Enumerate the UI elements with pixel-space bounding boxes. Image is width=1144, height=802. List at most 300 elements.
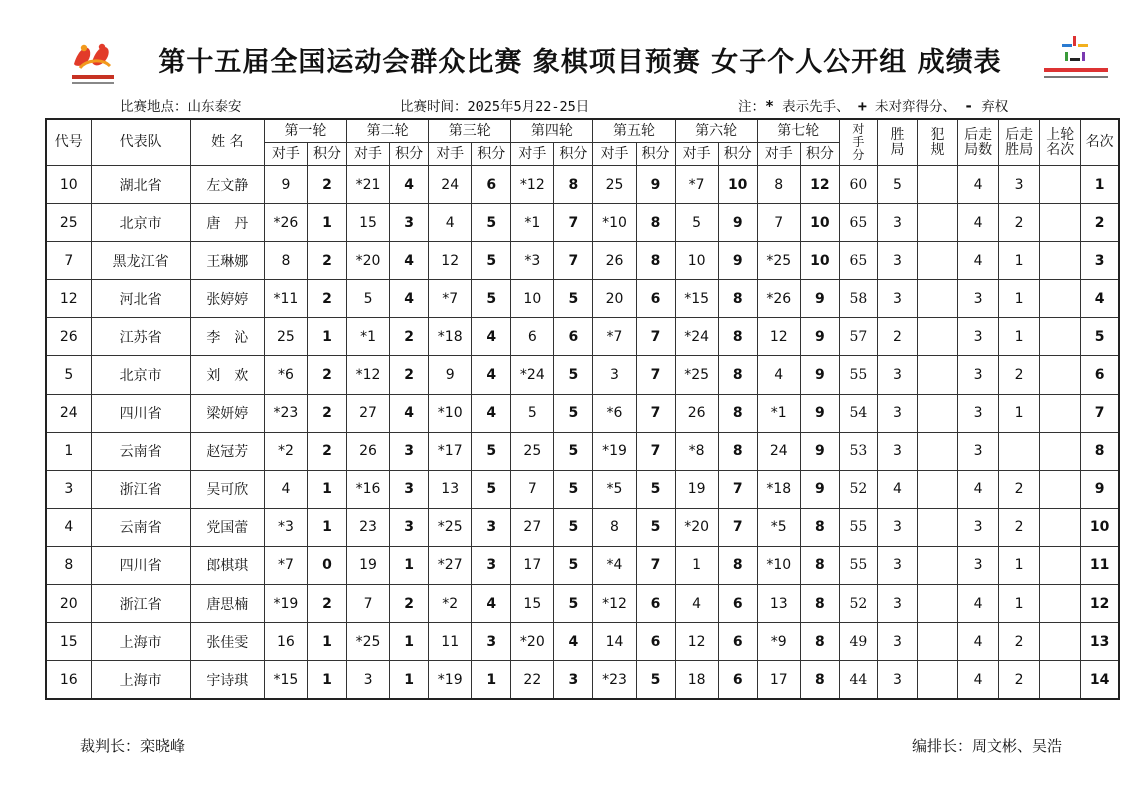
cell-opponent: *21 [347,166,390,204]
cell-points: 8 [800,661,839,700]
fouls-label: 犯规 [930,126,945,158]
sub-opponent: 对手 [593,143,636,166]
cell-opponent: 9 [429,356,472,394]
cell-team: 北京市 [91,356,190,394]
cell-name: 党国蕾 [190,508,264,546]
cell-opponent: 15 [511,585,554,623]
cell-opponent: 11 [429,623,472,661]
cell-opponent: 5 [347,280,390,318]
cell-points: 3 [390,508,429,546]
cell-team: 上海市 [91,623,190,661]
cell-second-wins: 2 [999,508,1040,546]
col-second-wins [999,119,1040,166]
sub-points: 积分 [307,143,346,166]
col-round-4: 第四轮 [511,119,593,143]
cell-opponent: 19 [675,470,718,508]
cell-opponent: 8 [593,508,636,546]
cell-wins: 3 [877,432,917,470]
cell-opponent: 23 [347,508,390,546]
col-round-6: 第六轮 [675,119,757,143]
cell-points: 8 [800,546,839,584]
cell-opponent: *16 [347,470,390,508]
cell-wins: 3 [877,508,917,546]
cell-second-games: 3 [958,356,999,394]
col-round-7: 第七轮 [757,119,839,143]
cell-points: 1 [307,661,346,700]
sub-points: 积分 [472,143,511,166]
sub-opponent: 对手 [347,143,390,166]
cell-rank: 11 [1081,546,1119,584]
cell-team: 河北省 [91,280,190,318]
cell-points: 2 [307,585,346,623]
cell-rank: 3 [1081,242,1119,280]
cell-opponent: 26 [675,394,718,432]
cell-rank: 9 [1081,470,1119,508]
cell-opponent: *5 [593,470,636,508]
cell-opp-score: 57 [839,318,877,356]
cell-points: 10 [800,204,839,242]
cell-points: 7 [554,242,593,280]
cell-points: 9 [800,280,839,318]
cell-last-rank [1040,356,1081,394]
second-games-label: 后走局数 [964,126,993,158]
cell-rank: 1 [1081,166,1119,204]
scheduler: 编排长：周文彬、吴浩 [912,737,1063,755]
cell-points: 1 [390,623,429,661]
cell-points: 8 [636,242,675,280]
cell-second-wins: 1 [999,585,1040,623]
cell-opponent: 5 [675,204,718,242]
cell-points: 5 [554,432,593,470]
cell-points: 2 [390,356,429,394]
cell-points: 1 [390,661,429,700]
col-rank: 名次 [1081,119,1119,166]
cell-points: 9 [718,242,757,280]
cell-opponent: 4 [675,585,718,623]
cell-points: 4 [472,356,511,394]
col-round-2: 第二轮 [347,119,429,143]
cell-opponent: *6 [264,356,307,394]
cell-points: 7 [718,508,757,546]
col-name: 姓 名 [190,119,264,166]
cell-points: 9 [718,204,757,242]
cell-second-games: 3 [958,546,999,584]
cell-points: 5 [554,508,593,546]
plus-symbol: + [857,97,867,115]
table-row [46,356,1119,394]
cell-points: 7 [718,470,757,508]
table-row [46,661,1119,700]
cell-opponent: *1 [347,318,390,356]
cell-opponent: *7 [675,166,718,204]
cell-opponent: 25 [593,166,636,204]
cell-opponent: *10 [757,546,800,584]
cell-fouls [917,432,957,470]
cell-opp-score: 65 [839,204,877,242]
cell-fouls [917,508,957,546]
cell-opponent: 15 [347,204,390,242]
cell-points: 1 [307,318,346,356]
cell-points: 7 [636,356,675,394]
cell-opponent: 7 [757,204,800,242]
cell-fouls [917,280,957,318]
cell-opponent: *25 [347,623,390,661]
cell-points: 5 [472,204,511,242]
cell-points: 3 [554,661,593,700]
table-row [46,204,1119,242]
cell-second-games: 3 [958,280,999,318]
cell-second-wins: 2 [999,623,1040,661]
cell-wins: 3 [877,280,917,318]
cell-points: 5 [554,470,593,508]
col-opp-score [839,119,877,166]
cell-opponent: *19 [593,432,636,470]
cell-fouls [917,623,957,661]
cell-opponent: *25 [757,242,800,280]
table-row [46,394,1119,432]
cell-opponent: *24 [675,318,718,356]
cell-last-rank [1040,508,1081,546]
cell-code: 3 [46,470,91,508]
table-row [46,470,1119,508]
cell-points: 5 [554,394,593,432]
col-second-games [958,119,999,166]
cell-fouls [917,318,957,356]
cell-team: 浙江省 [91,470,190,508]
cell-points: 5 [554,280,593,318]
cell-points: 4 [472,394,511,432]
cell-opp-score: 58 [839,280,877,318]
cell-points: 5 [554,585,593,623]
cell-opp-score: 53 [839,432,877,470]
cell-fouls [917,546,957,584]
cell-opponent: *25 [675,356,718,394]
cell-points: 9 [636,166,675,204]
minus-text: 弃权 [981,99,1009,115]
cell-points: 6 [718,661,757,700]
cell-fouls [917,470,957,508]
cell-opp-score: 60 [839,166,877,204]
cell-opp-score: 55 [839,546,877,584]
cell-fouls [917,166,957,204]
cell-opponent: *2 [264,432,307,470]
cell-opponent: 27 [511,508,554,546]
cell-points: 4 [390,394,429,432]
col-wins [877,119,917,166]
cell-points: 2 [307,356,346,394]
cell-points: 10 [718,166,757,204]
cell-points: 12 [800,166,839,204]
cell-opponent: 25 [511,432,554,470]
cell-opponent: 10 [511,280,554,318]
cell-points: 5 [472,470,511,508]
cell-points: 2 [390,318,429,356]
cell-last-rank [1040,280,1081,318]
cell-opponent: *1 [757,394,800,432]
cell-opponent: 26 [593,242,636,280]
cell-team: 浙江省 [91,585,190,623]
cell-last-rank [1040,204,1081,242]
cell-points: 2 [307,432,346,470]
table-row [46,432,1119,470]
cell-second-wins: 2 [999,204,1040,242]
cell-opponent: *2 [429,585,472,623]
cell-opponent: 8 [264,242,307,280]
sub-opponent: 对手 [511,143,554,166]
cell-second-wins: 1 [999,546,1040,584]
cell-points: 4 [390,166,429,204]
cell-points: 6 [636,585,675,623]
minus-symbol: - [964,97,974,115]
note-prefix: 注： [738,99,765,115]
cell-opponent: 19 [347,546,390,584]
cell-opponent: 13 [757,585,800,623]
cell-opponent: 9 [264,166,307,204]
cell-opponent: *20 [511,623,554,661]
table-row [46,623,1119,661]
cell-opponent: 20 [593,280,636,318]
cell-opponent: 24 [429,166,472,204]
cell-points: 8 [718,318,757,356]
cell-opponent: *17 [429,432,472,470]
cell-opponent: *7 [593,318,636,356]
cell-opponent: *23 [264,394,307,432]
second-wins-label: 后走胜局 [1005,126,1034,158]
cell-opponent: 24 [757,432,800,470]
cell-last-rank [1040,546,1081,584]
col-round-5: 第五轮 [593,119,675,143]
cell-points: 0 [307,546,346,584]
cell-team: 云南省 [91,432,190,470]
cell-name: 王琳娜 [190,242,264,280]
cell-name: 梁妍婷 [190,394,264,432]
cell-opponent: *25 [429,508,472,546]
cell-code: 7 [46,242,91,280]
cell-opponent: 6 [511,318,554,356]
cell-points: 3 [390,470,429,508]
opp-score-label: 对手分 [852,122,865,162]
cell-code: 8 [46,546,91,584]
cell-opponent: *3 [264,508,307,546]
cell-opponent: 3 [593,356,636,394]
col-team: 代表队 [91,119,190,166]
cell-opponent: *9 [757,623,800,661]
cell-opponent: 25 [264,318,307,356]
table-row [46,318,1119,356]
page-title: 第十五届全国运动会群众比赛 象棋项目预赛 女子个人公开组 成绩表 [158,47,1002,78]
cell-rank: 12 [1081,585,1119,623]
location-info [120,95,242,115]
cell-opponent: *4 [593,546,636,584]
col-round-3: 第三轮 [429,119,511,143]
sub-opponent: 对手 [675,143,718,166]
cell-opponent: *12 [347,356,390,394]
cell-opponent: *24 [511,356,554,394]
cell-last-rank [1040,470,1081,508]
cell-rank: 10 [1081,508,1119,546]
cell-wins: 2 [877,318,917,356]
cell-points: 8 [718,432,757,470]
cell-points: 3 [390,432,429,470]
cell-points: 9 [800,432,839,470]
cell-second-games: 4 [958,623,999,661]
cell-code: 25 [46,204,91,242]
cell-code: 10 [46,166,91,204]
cell-points: 7 [636,318,675,356]
cell-opponent: *19 [264,585,307,623]
cell-points: 8 [800,508,839,546]
table-row [46,546,1119,584]
cell-second-wins: 1 [999,318,1040,356]
cell-opp-score: 52 [839,470,877,508]
cell-opponent: *12 [511,166,554,204]
cell-code: 4 [46,508,91,546]
cell-last-rank [1040,432,1081,470]
wins-label: 胜局 [890,126,905,158]
cell-opponent: 13 [429,470,472,508]
cell-opponent: 17 [757,661,800,700]
cell-team: 四川省 [91,546,190,584]
cell-opponent: *5 [757,508,800,546]
cell-points: 5 [472,242,511,280]
cell-points: 10 [800,242,839,280]
cell-opponent: *7 [429,280,472,318]
cell-name: 宇诗琪 [190,661,264,700]
cell-points: 8 [636,204,675,242]
cell-points: 9 [800,356,839,394]
cell-second-wins: 2 [999,356,1040,394]
cell-wins: 3 [877,585,917,623]
cell-points: 6 [718,585,757,623]
cell-points: 5 [636,470,675,508]
cell-points: 8 [554,166,593,204]
cell-fouls [917,356,957,394]
cell-points: 6 [554,318,593,356]
cell-points: 9 [800,394,839,432]
cell-fouls [917,242,957,280]
lottery-logo [1040,34,1112,84]
cell-team: 云南省 [91,508,190,546]
star-text: 表示先手、 [782,99,850,115]
cell-second-games: 4 [958,204,999,242]
cell-points: 2 [390,585,429,623]
cell-opponent: *12 [593,585,636,623]
cell-points: 6 [718,623,757,661]
cell-wins: 4 [877,470,917,508]
location-label: 比赛地点： [120,99,188,115]
cell-second-games: 4 [958,470,999,508]
star-symbol: * [765,97,775,115]
cell-opponent: *1 [511,204,554,242]
cell-name: 郎棋琪 [190,546,264,584]
cell-second-games: 3 [958,318,999,356]
col-code: 代号 [46,119,91,166]
cell-points: 1 [307,508,346,546]
cell-opponent: 10 [675,242,718,280]
cell-opponent: *6 [593,394,636,432]
cell-opponent: 12 [757,318,800,356]
sub-opponent: 对手 [429,143,472,166]
cell-points: 6 [636,280,675,318]
cell-opponent: *10 [593,204,636,242]
cell-points: 5 [554,356,593,394]
cell-code: 26 [46,318,91,356]
cell-second-wins: 1 [999,280,1040,318]
plus-text: 未对弈得分、 [874,99,956,115]
cell-points: 2 [307,166,346,204]
cell-second-games: 4 [958,242,999,280]
cell-opponent: *19 [429,661,472,700]
cell-second-games: 4 [958,661,999,700]
cell-opponent: 12 [675,623,718,661]
last-rank-label: 上轮名次 [1046,126,1075,158]
cell-points: 2 [307,394,346,432]
cell-opponent: *20 [675,508,718,546]
cell-points: 3 [390,204,429,242]
cell-opponent: 3 [347,661,390,700]
cell-opponent: 12 [429,242,472,280]
cell-wins: 3 [877,546,917,584]
cell-rank: 2 [1081,204,1119,242]
cell-points: 8 [718,356,757,394]
cell-team: 湖北省 [91,166,190,204]
cell-wins: 3 [877,204,917,242]
cell-name: 唐 丹 [190,204,264,242]
cell-opponent: 7 [511,470,554,508]
cell-rank: 4 [1081,280,1119,318]
cell-fouls [917,661,957,700]
cell-code: 12 [46,280,91,318]
cell-points: 5 [636,508,675,546]
cell-opponent: *3 [511,242,554,280]
cell-team: 四川省 [91,394,190,432]
cell-name: 张佳雯 [190,623,264,661]
cell-points: 1 [307,470,346,508]
chief-referee: 裁判长：栾晓峰 [80,737,186,755]
cell-rank: 7 [1081,394,1119,432]
cell-opp-score: 49 [839,623,877,661]
cell-opp-score: 55 [839,508,877,546]
cell-last-rank [1040,623,1081,661]
cell-points: 5 [554,546,593,584]
cell-points: 8 [800,585,839,623]
cell-last-rank [1040,318,1081,356]
sub-points: 积分 [554,143,593,166]
cell-opponent: *15 [264,661,307,700]
cell-opp-score: 44 [839,661,877,700]
results-body [46,166,1119,700]
cell-fouls [917,585,957,623]
sports-logo [62,38,132,88]
cell-last-rank [1040,661,1081,700]
cell-opponent: *23 [593,661,636,700]
cell-opponent: 4 [264,470,307,508]
cell-opponent: *18 [757,470,800,508]
cell-opponent: *10 [429,394,472,432]
cell-points: 8 [800,623,839,661]
cell-points: 7 [636,546,675,584]
cell-opponent: 18 [675,661,718,700]
cell-wins: 3 [877,661,917,700]
cell-opponent: *26 [757,280,800,318]
cell-opponent: 4 [429,204,472,242]
cell-rank: 6 [1081,356,1119,394]
cell-name: 左文静 [190,166,264,204]
cell-points: 7 [554,204,593,242]
cell-points: 8 [718,394,757,432]
cell-wins: 3 [877,242,917,280]
cell-points: 6 [636,623,675,661]
